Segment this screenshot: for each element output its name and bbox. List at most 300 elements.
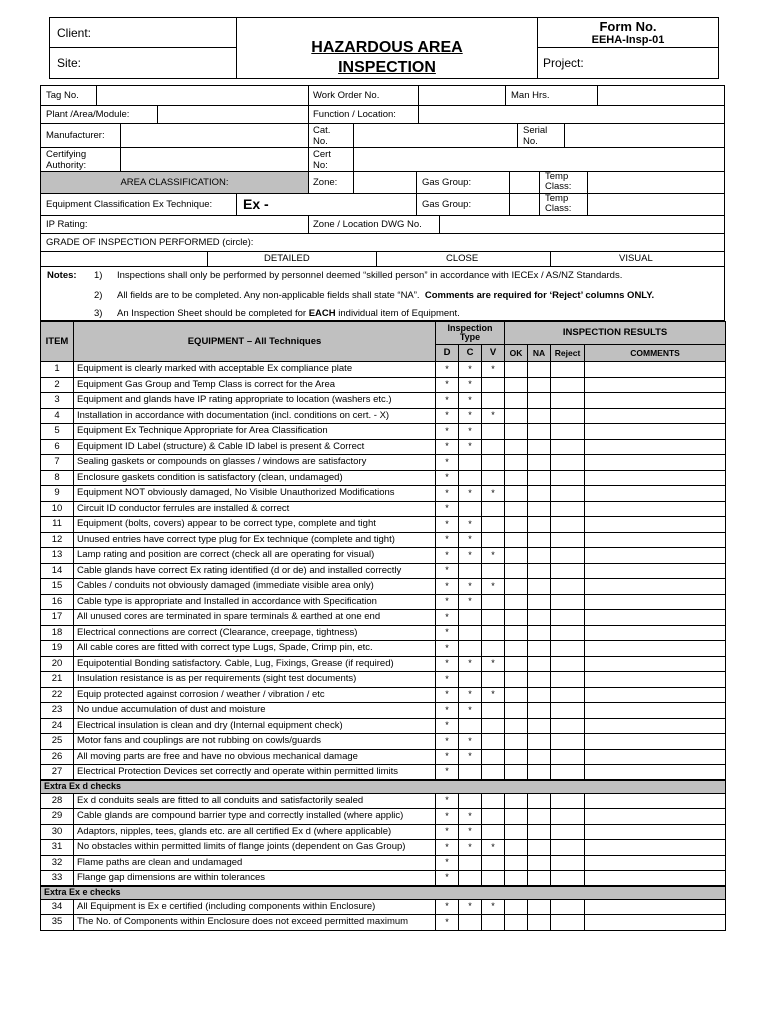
result-comments[interactable]: [585, 809, 726, 825]
check-c: *: [459, 486, 482, 502]
cert-auth-input[interactable]: [121, 148, 309, 171]
check-c: [459, 641, 482, 657]
info-section: [40, 85, 725, 321]
check-c: *: [459, 840, 482, 856]
result-reject[interactable]: [551, 594, 585, 610]
result-reject[interactable]: [551, 687, 585, 703]
result-reject[interactable]: [551, 579, 585, 595]
gas-group-label-cell: [417, 172, 510, 193]
result-comments[interactable]: [585, 486, 726, 502]
result-comments[interactable]: [585, 656, 726, 672]
table-row: [41, 641, 726, 657]
result-reject[interactable]: [551, 408, 585, 424]
item-number: 9: [41, 486, 74, 502]
form-header: [49, 17, 719, 79]
info-row-6: [41, 194, 724, 216]
result-ok[interactable]: [505, 793, 528, 809]
result-na[interactable]: [528, 824, 551, 840]
serial-no-label-cell: [518, 124, 565, 147]
tag-no-input[interactable]: [97, 86, 309, 105]
result-na[interactable]: [528, 424, 551, 440]
temp-class-input[interactable]: [588, 172, 724, 193]
result-ok[interactable]: [505, 718, 528, 734]
result-na[interactable]: [528, 871, 551, 887]
result-reject[interactable]: [551, 377, 585, 393]
check-c: [459, 610, 482, 626]
check-c: [459, 915, 482, 931]
item-number: 29: [41, 809, 74, 825]
item-description: Equipment Gas Group and Temp Class is correct for the Area: [74, 377, 436, 393]
col-v: V: [482, 345, 505, 362]
result-reject[interactable]: [551, 501, 585, 517]
item-number: 11: [41, 517, 74, 533]
item-description: Lamp rating and position are correct (check all are operating for visual): [74, 548, 436, 564]
grade-detailed[interactable]: [207, 252, 377, 266]
manufacturer-input[interactable]: [121, 124, 309, 147]
check-v: [482, 855, 505, 871]
result-comments[interactable]: [585, 855, 726, 871]
result-ok[interactable]: [505, 703, 528, 719]
result-comments[interactable]: [585, 455, 726, 471]
result-reject[interactable]: [551, 362, 585, 378]
result-ok[interactable]: [505, 871, 528, 887]
check-d: *: [436, 532, 459, 548]
table-row: [41, 765, 726, 781]
result-comments[interactable]: [585, 765, 726, 781]
result-ok[interactable]: [505, 656, 528, 672]
result-comments[interactable]: [585, 393, 726, 409]
item-description: Equipment NOT obviously damaged, No Visible Unauthorized Modifications: [74, 486, 436, 502]
check-v: [482, 594, 505, 610]
temp-class-label-cell: [540, 172, 588, 193]
result-ok[interactable]: [505, 408, 528, 424]
result-comments[interactable]: [585, 672, 726, 688]
check-v: [482, 439, 505, 455]
result-comments[interactable]: [585, 408, 726, 424]
item-number: 33: [41, 871, 74, 887]
site-cell[interactable]: [50, 48, 237, 78]
result-reject[interactable]: [551, 610, 585, 626]
table-row: [41, 625, 726, 641]
plant-input[interactable]: [158, 106, 309, 123]
tag-no-label: Tag No.: [46, 90, 79, 101]
item-description: Equipment is clearly marked with acceptable Ex compliance plate: [74, 362, 436, 378]
result-ok[interactable]: [505, 625, 528, 641]
table-row: [41, 749, 726, 765]
item-description: Electrical connections are correct (Clearance, creepage, tightness): [74, 625, 436, 641]
result-reject[interactable]: [551, 899, 585, 915]
result-ok[interactable]: [505, 749, 528, 765]
item-description: Adaptors, nipples, tees, glands etc. are all certified Ex d (where applicable): [74, 824, 436, 840]
check-c: *: [459, 532, 482, 548]
manufacturer-label: Manufacturer:: [46, 130, 105, 141]
item-description: No undue accumulation of dust and moisture: [74, 703, 436, 719]
item-number: 17: [41, 610, 74, 626]
result-ok[interactable]: [505, 548, 528, 564]
result-reject[interactable]: [551, 641, 585, 657]
result-ok[interactable]: [505, 824, 528, 840]
check-d: *: [436, 517, 459, 533]
ex-technique-input[interactable]: [237, 194, 417, 215]
check-c: *: [459, 703, 482, 719]
result-comments[interactable]: [585, 610, 726, 626]
project-cell[interactable]: [537, 48, 718, 78]
item-description: No obstacles within permitted limits of flange joints (dependent on Gas Group): [74, 840, 436, 856]
detailed-label: DETAILED: [264, 253, 310, 264]
result-ok[interactable]: [505, 362, 528, 378]
result-ok[interactable]: [505, 377, 528, 393]
cat-no-input[interactable]: [354, 124, 518, 147]
function-input[interactable]: [419, 106, 724, 123]
item-description: Cable glands have correct Ex rating identified (d or de) and installed correctly: [74, 563, 436, 579]
temp-class-2-input[interactable]: [588, 194, 724, 215]
title-line-2: INSPECTION: [338, 59, 436, 76]
result-na[interactable]: [528, 579, 551, 595]
section-ex-e-label: Extra Ex e checks: [41, 886, 726, 899]
check-v: *: [482, 548, 505, 564]
table-row: [41, 899, 726, 915]
result-na[interactable]: [528, 594, 551, 610]
check-d: *: [436, 899, 459, 915]
table-row: [41, 393, 726, 409]
check-v: [482, 793, 505, 809]
check-d: *: [436, 548, 459, 564]
result-reject[interactable]: [551, 439, 585, 455]
result-comments[interactable]: [585, 362, 726, 378]
work-order-input[interactable]: [419, 86, 506, 105]
result-comments[interactable]: [585, 687, 726, 703]
cat-no-label-cell: [309, 124, 354, 147]
result-na[interactable]: [528, 439, 551, 455]
result-na[interactable]: [528, 548, 551, 564]
result-comments[interactable]: [585, 793, 726, 809]
result-comments[interactable]: [585, 501, 726, 517]
table-row: [41, 687, 726, 703]
serial-no-input[interactable]: [565, 124, 724, 147]
item-number: 27: [41, 765, 74, 781]
result-comments[interactable]: [585, 641, 726, 657]
table-row: [41, 532, 726, 548]
item-description: All cable cores are fitted with correct type Lugs, Spade, Crimp pin, etc.: [74, 641, 436, 657]
item-description: Equipment Ex Technique Appropriate for Area Classification: [74, 424, 436, 440]
result-ok[interactable]: [505, 672, 528, 688]
check-d: *: [436, 809, 459, 825]
result-reject[interactable]: [551, 703, 585, 719]
check-c: *: [459, 749, 482, 765]
result-reject[interactable]: [551, 625, 585, 641]
note-3-text-c: individual item of Equipment.: [338, 308, 460, 319]
check-c: *: [459, 408, 482, 424]
result-na[interactable]: [528, 749, 551, 765]
check-v: [482, 517, 505, 533]
notes-label: Notes:: [47, 270, 77, 281]
table-row: [41, 718, 726, 734]
result-comments[interactable]: [585, 377, 726, 393]
result-na[interactable]: [528, 455, 551, 471]
client-cell[interactable]: [50, 18, 237, 48]
result-reject[interactable]: [551, 840, 585, 856]
section-ex-e: [41, 886, 726, 899]
check-v: [482, 672, 505, 688]
result-na[interactable]: [528, 393, 551, 409]
equip-class-label-cell: [41, 194, 237, 215]
check-v: *: [482, 656, 505, 672]
check-c: *: [459, 809, 482, 825]
result-ok[interactable]: [505, 532, 528, 548]
cert-no-label: Cert No:: [313, 149, 331, 171]
manufacturer-label-cell: [41, 124, 121, 147]
col-inspection-results: INSPECTION RESULTS: [505, 322, 726, 345]
result-na[interactable]: [528, 703, 551, 719]
check-d: *: [436, 765, 459, 781]
result-na[interactable]: [528, 517, 551, 533]
check-c: [459, 470, 482, 486]
result-reject[interactable]: [551, 672, 585, 688]
check-c: [459, 501, 482, 517]
result-comments[interactable]: [585, 915, 726, 931]
result-reject[interactable]: [551, 532, 585, 548]
table-row: [41, 840, 726, 856]
check-v: [482, 824, 505, 840]
man-hrs-label: Man Hrs.: [511, 90, 550, 101]
check-c: [459, 672, 482, 688]
check-c: *: [459, 548, 482, 564]
zone-label-cell: [309, 172, 354, 193]
result-na[interactable]: [528, 362, 551, 378]
result-reject[interactable]: [551, 718, 585, 734]
result-reject[interactable]: [551, 855, 585, 871]
col-inspection-type: Inspection Type: [436, 322, 505, 345]
result-na[interactable]: [528, 718, 551, 734]
check-d: *: [436, 749, 459, 765]
check-d: *: [436, 687, 459, 703]
item-number: 8: [41, 470, 74, 486]
result-na[interactable]: [528, 687, 551, 703]
check-v: [482, 610, 505, 626]
result-comments[interactable]: [585, 579, 726, 595]
table-row: [41, 734, 726, 750]
gas-group-2-input[interactable]: [510, 194, 540, 215]
notes-block: [41, 267, 724, 320]
result-reject[interactable]: [551, 824, 585, 840]
check-d: *: [436, 656, 459, 672]
item-description: Flame paths are clean and undamaged: [74, 855, 436, 871]
result-comments[interactable]: [585, 899, 726, 915]
item-description: Sealing gaskets or compounds on glasses / windows are satisfactory: [74, 455, 436, 471]
grade-visual[interactable]: [551, 252, 724, 266]
item-description: Cable glands are compound barrier type and correctly installed (where applic): [74, 809, 436, 825]
result-ok[interactable]: [505, 501, 528, 517]
check-v: [482, 718, 505, 734]
result-reject[interactable]: [551, 563, 585, 579]
result-reject[interactable]: [551, 470, 585, 486]
project-label: Project:: [543, 56, 584, 70]
item-number: 5: [41, 424, 74, 440]
result-reject[interactable]: [551, 915, 585, 931]
check-v: [482, 501, 505, 517]
visual-label: VISUAL: [619, 253, 653, 264]
result-ok[interactable]: [505, 486, 528, 502]
result-reject[interactable]: [551, 765, 585, 781]
check-c: *: [459, 594, 482, 610]
result-na[interactable]: [528, 734, 551, 750]
table-row: [41, 672, 726, 688]
result-ok[interactable]: [505, 855, 528, 871]
table-row: [41, 855, 726, 871]
result-reject[interactable]: [551, 455, 585, 471]
page-title: [237, 18, 537, 78]
result-na[interactable]: [528, 563, 551, 579]
result-na[interactable]: [528, 486, 551, 502]
result-comments[interactable]: [585, 548, 726, 564]
result-comments[interactable]: [585, 563, 726, 579]
check-c: *: [459, 439, 482, 455]
table-row: [41, 470, 726, 486]
result-reject[interactable]: [551, 393, 585, 409]
check-c: [459, 455, 482, 471]
result-reject[interactable]: [551, 749, 585, 765]
result-na[interactable]: [528, 470, 551, 486]
item-description: Equip protected against corrosion / weather / vibration / etc: [74, 687, 436, 703]
zone-dwg-label: Zone / Location DWG No.: [313, 219, 422, 230]
result-ok[interactable]: [505, 563, 528, 579]
result-reject[interactable]: [551, 424, 585, 440]
result-ok[interactable]: [505, 765, 528, 781]
check-d: *: [436, 424, 459, 440]
result-reject[interactable]: [551, 486, 585, 502]
ip-rating-label: IP Rating:: [46, 219, 88, 230]
result-reject[interactable]: [551, 656, 585, 672]
result-na[interactable]: [528, 610, 551, 626]
result-ok[interactable]: [505, 579, 528, 595]
tag-no-label-cell: [41, 86, 97, 105]
result-comments[interactable]: [585, 625, 726, 641]
grade-close[interactable]: [377, 252, 551, 266]
check-c: [459, 625, 482, 641]
result-ok[interactable]: [505, 641, 528, 657]
result-ok[interactable]: [505, 455, 528, 471]
result-comments[interactable]: [585, 734, 726, 750]
check-c: *: [459, 899, 482, 915]
check-d: *: [436, 579, 459, 595]
result-na[interactable]: [528, 656, 551, 672]
result-comments[interactable]: [585, 532, 726, 548]
temp-class-2-label-cell: [540, 194, 588, 215]
table-row: [41, 793, 726, 809]
item-description: Insulation resistance is as per requirements (sight test documents): [74, 672, 436, 688]
result-na[interactable]: [528, 408, 551, 424]
result-comments[interactable]: [585, 517, 726, 533]
zone-input[interactable]: [354, 172, 417, 193]
result-na[interactable]: [528, 915, 551, 931]
result-ok[interactable]: [505, 840, 528, 856]
check-c: [459, 765, 482, 781]
result-ok[interactable]: [505, 899, 528, 915]
result-ok[interactable]: [505, 594, 528, 610]
result-comments[interactable]: [585, 871, 726, 887]
result-na[interactable]: [528, 641, 551, 657]
gas-group-label: Gas Group:: [422, 177, 472, 188]
result-reject[interactable]: [551, 793, 585, 809]
result-ok[interactable]: [505, 470, 528, 486]
result-na[interactable]: [528, 501, 551, 517]
ip-rating-cell[interactable]: [41, 216, 309, 233]
item-number: 18: [41, 625, 74, 641]
temp-class-2-label: Temp Class:: [545, 193, 572, 214]
result-na[interactable]: [528, 840, 551, 856]
check-v: *: [482, 840, 505, 856]
check-v: *: [482, 579, 505, 595]
result-comments[interactable]: [585, 718, 726, 734]
result-comments[interactable]: [585, 824, 726, 840]
zone-dwg-input[interactable]: [440, 216, 724, 233]
result-na[interactable]: [528, 377, 551, 393]
check-c: [459, 871, 482, 887]
result-ok[interactable]: [505, 610, 528, 626]
result-comments[interactable]: [585, 470, 726, 486]
result-reject[interactable]: [551, 871, 585, 887]
table-row: [41, 455, 726, 471]
result-comments[interactable]: [585, 594, 726, 610]
result-ok[interactable]: [505, 424, 528, 440]
man-hrs-input[interactable]: [598, 86, 724, 105]
result-ok[interactable]: [505, 734, 528, 750]
result-ok[interactable]: [505, 915, 528, 931]
result-comments[interactable]: [585, 840, 726, 856]
result-na[interactable]: [528, 899, 551, 915]
check-c: *: [459, 517, 482, 533]
check-d: *: [436, 470, 459, 486]
result-reject[interactable]: [551, 517, 585, 533]
result-na[interactable]: [528, 672, 551, 688]
note-1-num: 1): [94, 270, 103, 281]
result-comments[interactable]: [585, 424, 726, 440]
result-na[interactable]: [528, 793, 551, 809]
cert-no-input[interactable]: [354, 148, 724, 171]
item-description: Motor fans and couplings are not rubbing on cowls/guards: [74, 734, 436, 750]
result-comments[interactable]: [585, 749, 726, 765]
gas-group-input[interactable]: [510, 172, 540, 193]
result-ok[interactable]: [505, 439, 528, 455]
result-na[interactable]: [528, 765, 551, 781]
check-c: *: [459, 377, 482, 393]
result-na[interactable]: [528, 855, 551, 871]
item-description: Unused entries have correct type plug for Ex technique (complete and tight): [74, 532, 436, 548]
item-number: 23: [41, 703, 74, 719]
result-reject[interactable]: [551, 734, 585, 750]
item-description: Equipment (bolts, covers) appear to be correct type, complete and tight: [74, 517, 436, 533]
result-ok[interactable]: [505, 809, 528, 825]
table-row: [41, 501, 726, 517]
note-2-bold: Comments are required for ‘Reject’ columns ONLY.: [424, 290, 655, 301]
result-na[interactable]: [528, 625, 551, 641]
result-ok[interactable]: [505, 687, 528, 703]
result-reject[interactable]: [551, 548, 585, 564]
checklist-body: [41, 362, 726, 931]
result-ok[interactable]: [505, 517, 528, 533]
table-row: [41, 362, 726, 378]
result-ok[interactable]: [505, 393, 528, 409]
result-comments[interactable]: [585, 703, 726, 719]
info-row-5: [41, 172, 724, 194]
item-description: All Equipment is Ex e certified (including components within Enclosure): [74, 899, 436, 915]
site-label: Site:: [57, 56, 82, 70]
result-na[interactable]: [528, 809, 551, 825]
result-reject[interactable]: [551, 809, 585, 825]
item-description: Installation in accordance with documentation (incl. conditions on cert. - X): [74, 408, 436, 424]
result-comments[interactable]: [585, 439, 726, 455]
result-na[interactable]: [528, 532, 551, 548]
